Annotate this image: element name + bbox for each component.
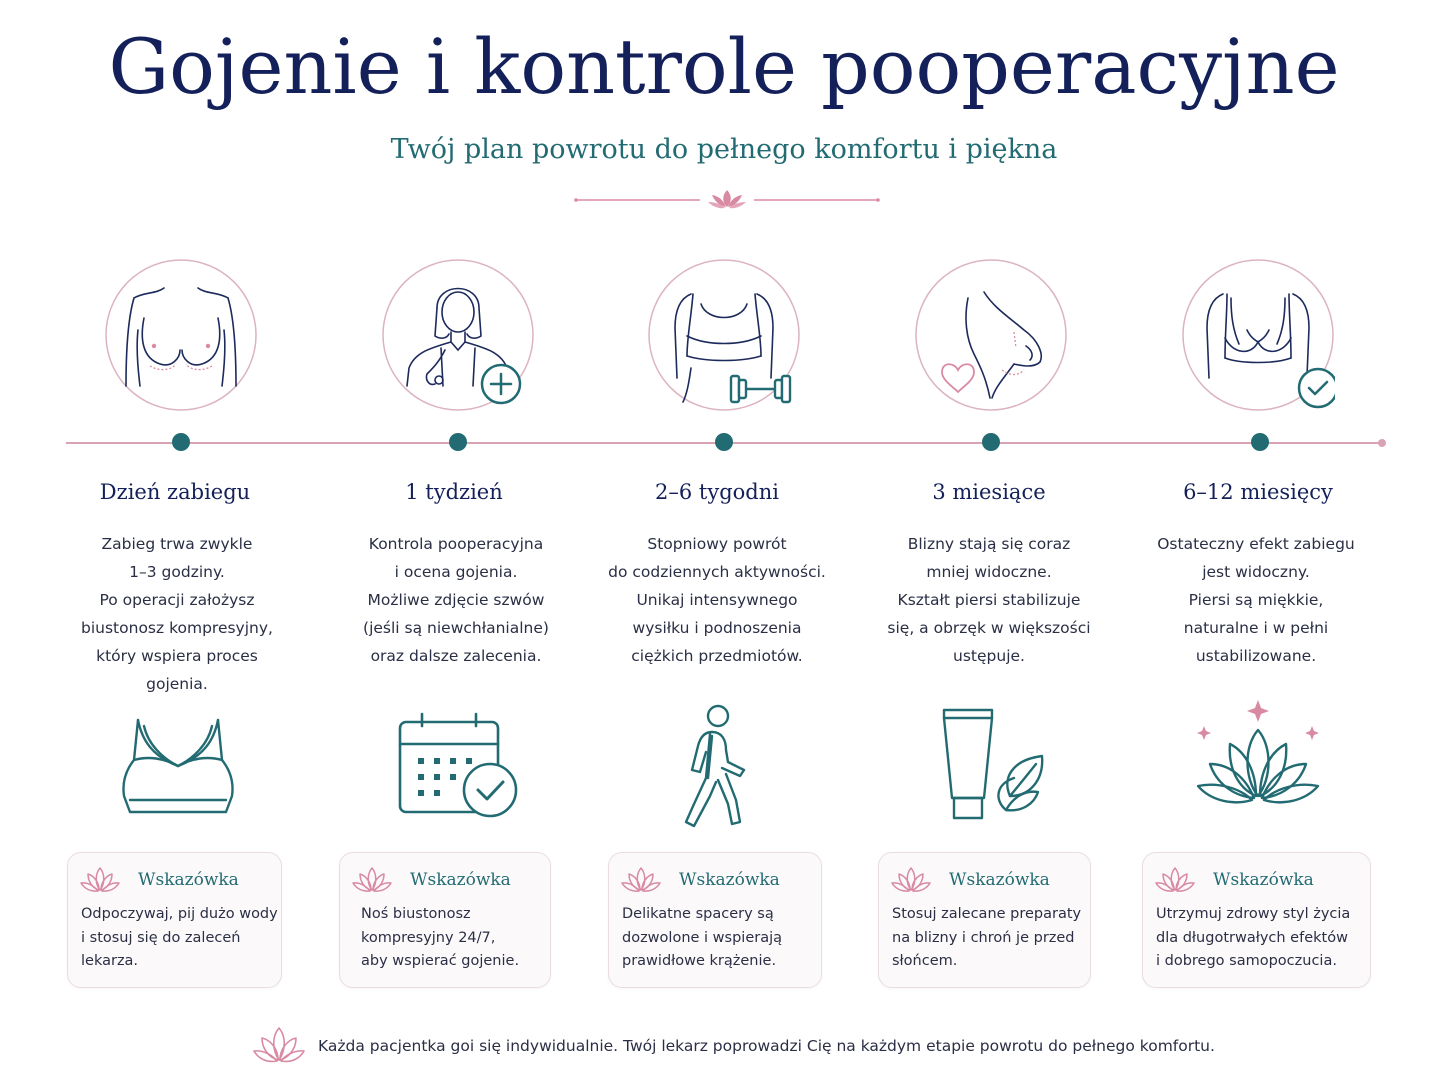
calendar-check-icon	[388, 700, 528, 834]
page-subtitle: Twój plan powrotu do pełnego komfortu i piękna	[390, 134, 1058, 165]
tip-label: Wskazówka	[410, 870, 511, 890]
tip-label: Wskazówka	[679, 870, 780, 890]
tip-text: Noś biustonosz kompresyjny 24/7, aby wspierać gojenie.	[361, 906, 520, 969]
timeline-dot	[1251, 433, 1269, 451]
lotus-icon	[80, 864, 120, 896]
tip-text: Stosuj zalecane preparaty na blizny i chroń je przed słońcem.	[892, 906, 1082, 969]
stage-description: Blizny stają się coraz mniej widoczne. Kształt piersi stabilizuje się, a obrzęk w większości ustępuje.	[887, 535, 1091, 665]
doctor-plus-icon	[381, 258, 535, 412]
stage-description: Kontrola pooperacyjna i ocena gojenia. Możliwe zdjęcie szwów (jeśli są niewchłanialne) oraz dalsze zalecenia.	[363, 535, 549, 665]
timeline-dot	[715, 433, 733, 451]
tip-label: Wskazówka	[949, 870, 1050, 890]
chest-outline-icon	[104, 258, 258, 412]
tip-text: Utrzymuj zdrowy styl życia dla długotrwałych efektów i dobrego samopoczucia.	[1156, 906, 1351, 969]
lotus-icon	[891, 864, 931, 896]
walking-person-icon	[648, 700, 788, 834]
compression-bra-icon	[108, 700, 248, 834]
timeline-dot	[172, 433, 190, 451]
tip-text: Odpoczywaj, pij dużo wody i stosuj się do zaleceń lekarza.	[81, 906, 278, 969]
tip-card	[878, 852, 1091, 988]
page-title: Gojenie i kontrole pooperacyjne	[108, 22, 1340, 111]
timeline-dot	[449, 433, 467, 451]
footer-text: Każda pacjentka goi się indywidualnie. Twój lekarz poprowadzi Cię na każdym etapie powrotu do pełnego komfortu.	[318, 1037, 1215, 1055]
lotus-icon	[1155, 864, 1195, 896]
stage-title: Dzień zabiegu	[99, 480, 251, 504]
stage-description: Zabieg trwa zwykle 1–3 godziny. Po operacji założysz biustonosz kompresyjny, który wspiera proces gojenia.	[81, 535, 273, 693]
tip-card	[339, 852, 551, 988]
tip-card	[67, 852, 282, 988]
torso-dumbbell-icon	[647, 258, 801, 412]
lotus-divider-icon	[574, 186, 880, 214]
torso-check-icon	[1181, 258, 1335, 412]
tip-label: Wskazówka	[1213, 870, 1314, 890]
profile-heart-icon	[914, 258, 1068, 412]
footer-note	[252, 1024, 1215, 1068]
stage-title: 1 tydzień	[405, 480, 503, 504]
tip-card	[1142, 852, 1371, 988]
stage-description: Ostateczny efekt zabiegu jest widoczny. Piersi są miękkie, naturalne i w pełni ustabilizowane.	[1157, 535, 1355, 665]
stage-title: 2–6 tygodni	[655, 480, 779, 504]
tip-label: Wskazówka	[138, 870, 239, 890]
lotus-icon	[352, 864, 392, 896]
tip-card	[608, 852, 822, 988]
lotus-icon	[252, 1024, 306, 1068]
stage-title: 6–12 miesięcy	[1183, 480, 1333, 504]
lotus-sparkle-icon	[1188, 700, 1328, 834]
lotus-icon	[621, 864, 661, 896]
tip-text: Delikatne spacery są dozwolone i wspierają prawidłowe krążenie.	[622, 906, 783, 969]
cream-tube-leaf-icon	[922, 700, 1062, 834]
stage-description: Stopniowy powrót do codziennych aktywności. Unikaj intensywnego wysiłku i podnoszenia ciężkich przedmiotów.	[608, 535, 826, 665]
stage-title: 3 miesiące	[932, 480, 1046, 504]
timeline-dot	[982, 433, 1000, 451]
